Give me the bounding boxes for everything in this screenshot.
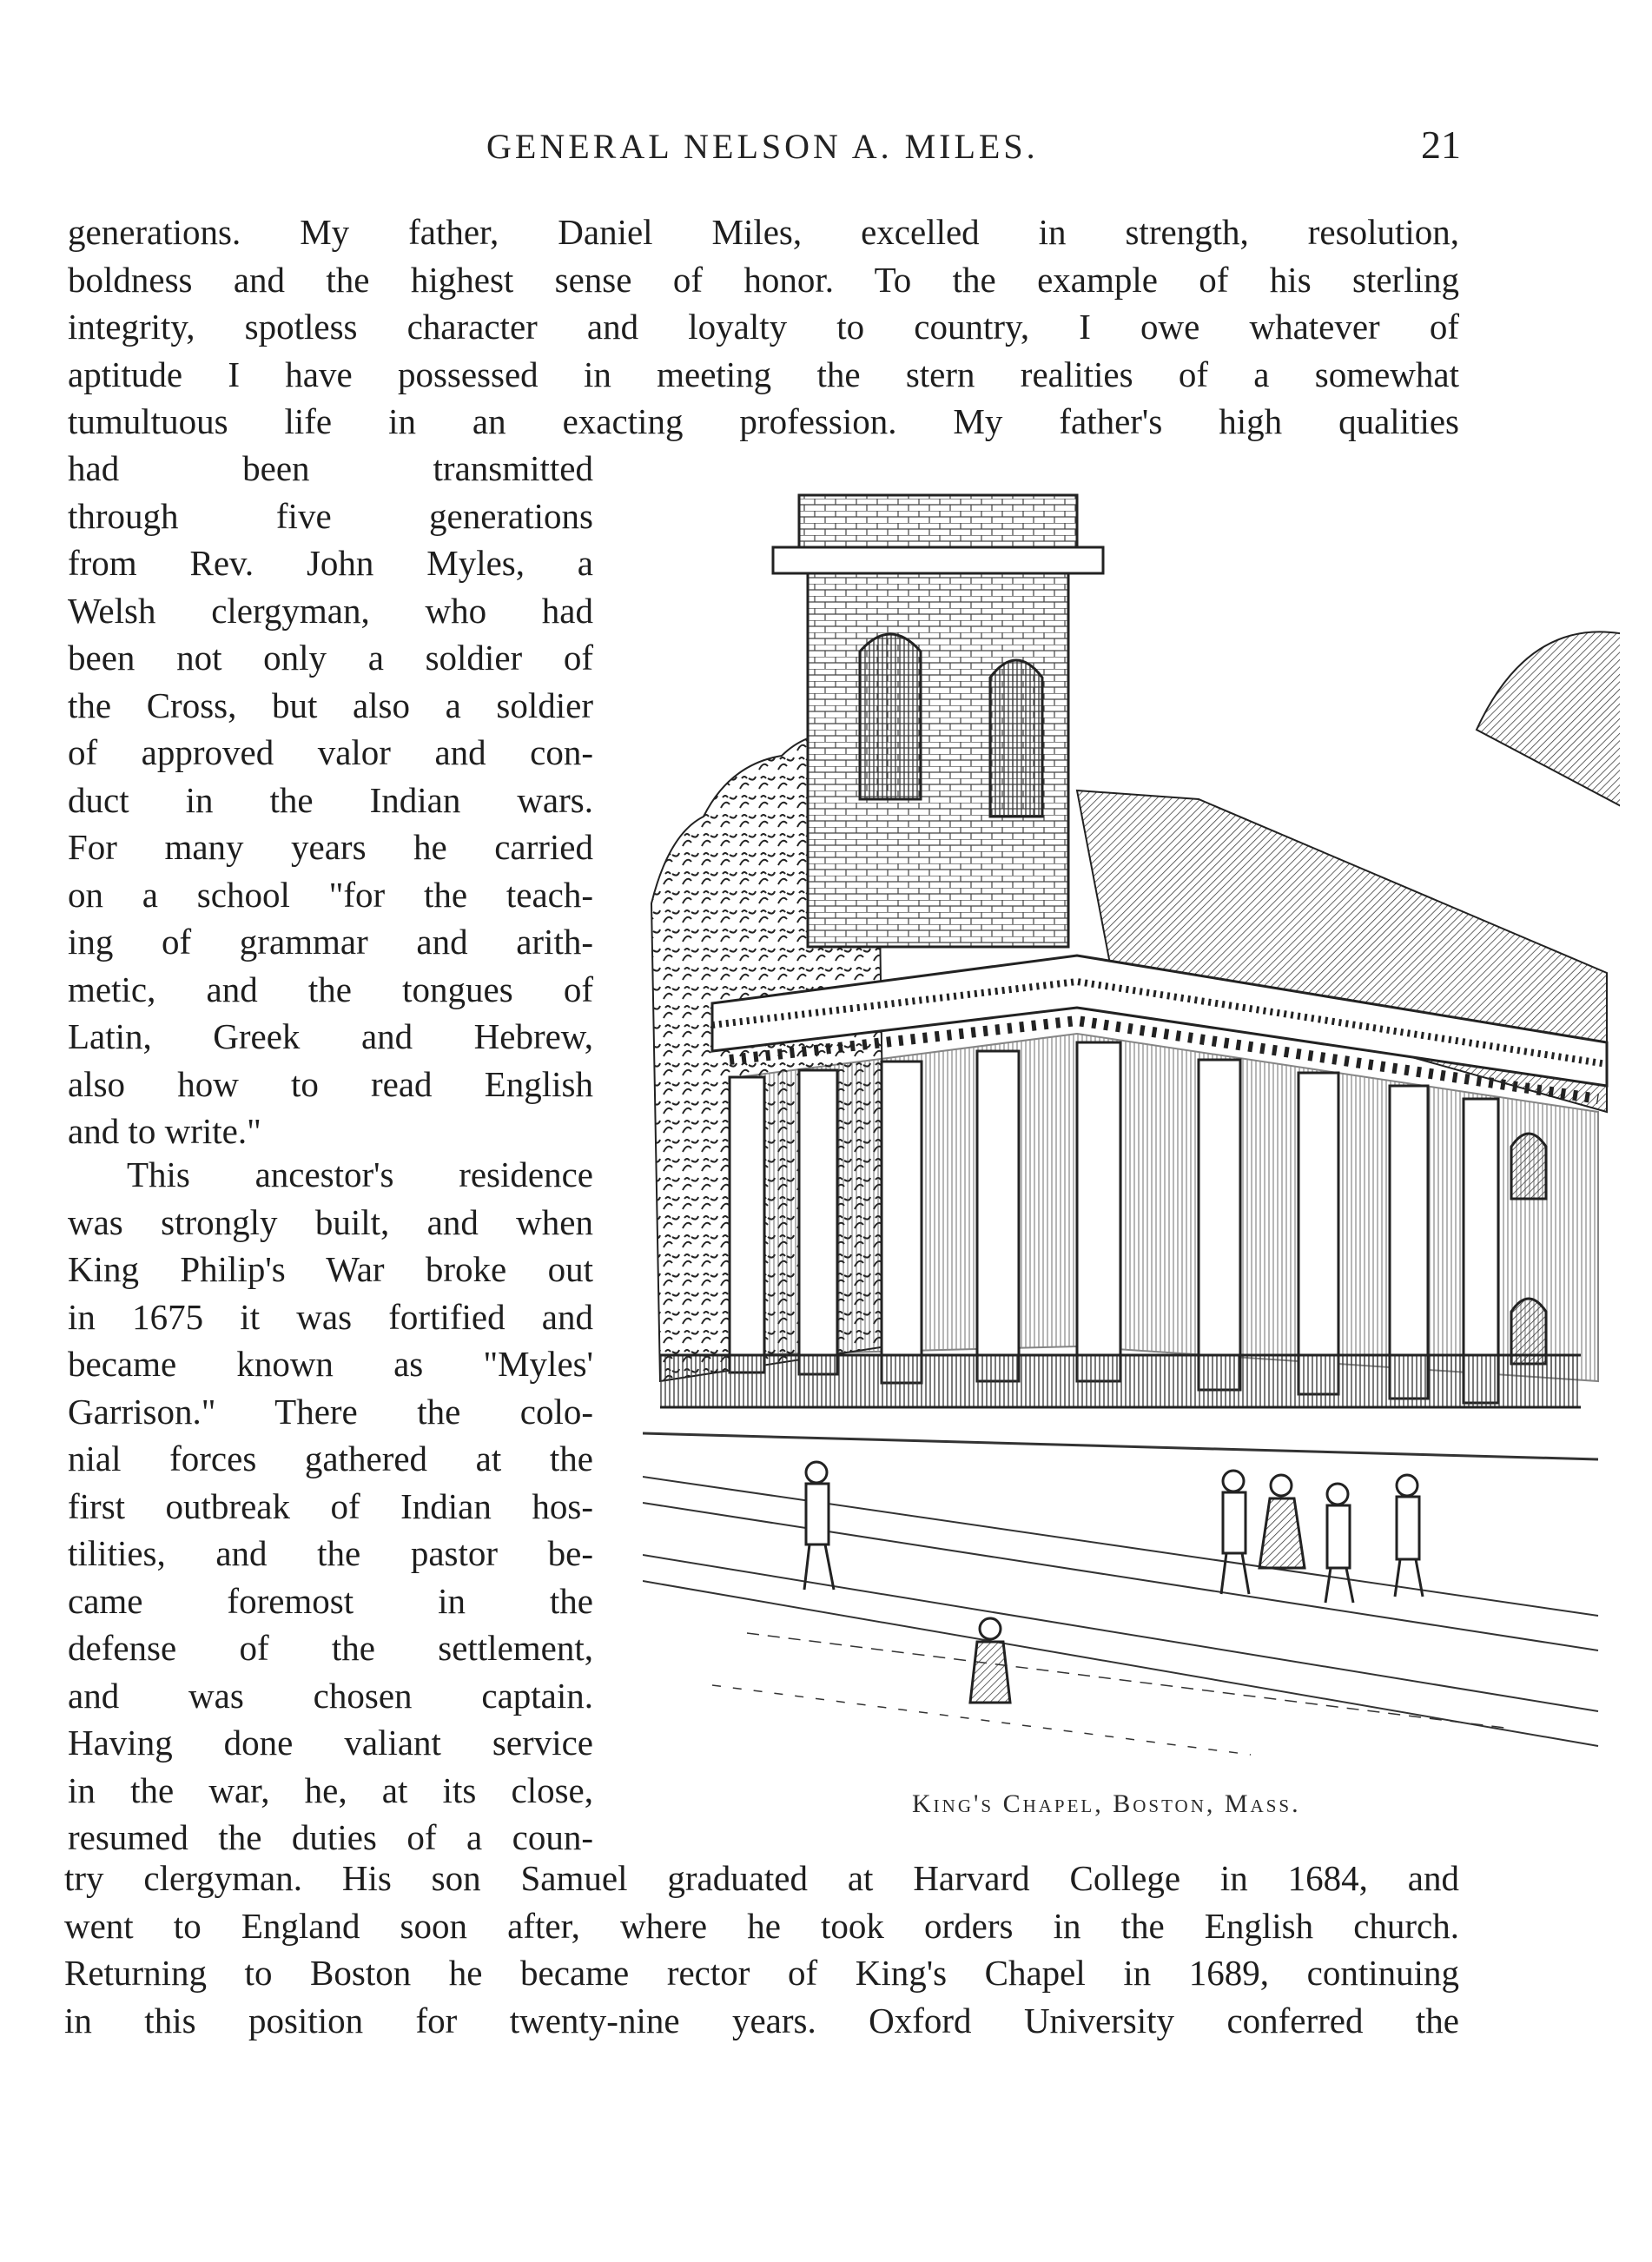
pedestrian-figure [804,1462,834,1590]
text-line: was strongly built, and when [68,1201,593,1242]
text-line: boldness and the highest sense of honor. To the example of his sterling [68,259,1459,300]
text-line: tilities, and the pastor be- [68,1533,593,1573]
tower [773,495,1103,947]
paragraph-4 [64,1855,1459,2044]
text-line: of approved valor and con- [68,732,593,772]
text-line: went to England soon after, where he took orders in the English church. [64,1905,1459,1946]
text-line: in the war, he, at its close, [68,1769,593,1810]
text-line: This ancestor's residence [127,1154,593,1194]
paragraph-3 [68,1151,593,1862]
running-head: GENERAL NELSON A. MILES. [486,127,1039,166]
figure-caption: King's Chapel, Boston, Mass. [912,1789,1301,1818]
text-line: through five generations [68,495,593,536]
text-line: on a school "for the teach- [68,874,593,915]
text-line: had been transmitted [68,448,593,488]
text-line: and was chosen captain. [68,1675,593,1716]
text-line: Returning to Boston he became rector of King's Chapel in 1689, continuing [64,1953,1459,1993]
pedestrian-figure [1259,1475,1305,1568]
text-line: generations. My father, Daniel Miles, excelled in strength, resolution, [68,212,1459,252]
text-line: aptitude I have possessed in meeting the stern realities of a somewhat [68,354,1459,394]
street [643,1433,1598,1755]
text-line: Garrison." There the colo- [68,1391,593,1432]
text-line: Latin, Greek and Hebrew, [68,1016,593,1056]
text-line: from Rev. John Myles, a [68,543,593,583]
text-line: duct in the Indian wars. [68,779,593,820]
text-line: and to write." [68,1111,261,1151]
text-line: been not only a soldier of [68,638,593,678]
text-line: Welsh clergyman, who had [68,590,593,631]
text-line: resumed the duties of a coun- [68,1817,593,1857]
text-line: in this position for twenty-nine years. Oxford University conferred the [64,2000,1459,2040]
text-line: defense of the settlement, [68,1628,593,1668]
iron-fence [660,1355,1581,1407]
pedestrian-figure [970,1618,1010,1703]
pedestrian-figure [1221,1471,1249,1594]
text-line: integrity, spotless character and loyalty to country, I owe whatever of [68,307,1459,347]
text-line: in 1675 it was fortified and [68,1296,593,1337]
text-line: came foremost in the [68,1580,593,1621]
text-line: first outbreak of Indian hos- [68,1485,593,1526]
text-line: For many years he carried [68,827,593,867]
text-line: metic, and the tongues of [68,969,593,1009]
text-line: King Philip's War broke out [68,1249,593,1289]
pedestrians [804,1462,1423,1703]
text-line: tumultuous life in an exacting profession. My father's high qualities [68,401,1459,441]
text-line: Having done valiant service [68,1723,593,1763]
paragraph-2 [68,445,593,1155]
text-line: try clergyman. His son Samuel graduated at Harvard College in 1684, and [64,1858,1459,1898]
text-line: the Cross, but also a soldier [68,685,593,725]
pedestrian-figure [1325,1484,1353,1603]
pedestrian-figure [1395,1475,1423,1597]
text-line: also how to read English [68,1063,593,1104]
text-line: nial forces gathered at the [68,1439,593,1478]
paragraph-1 [68,208,1459,446]
dome [1477,632,1620,808]
text-line: became known as "Myles' [68,1344,593,1384]
text-line: ing of grammar and arith- [68,922,593,962]
kings-chapel-illustration [643,486,1620,1772]
page-number: 21 [1421,122,1461,167]
